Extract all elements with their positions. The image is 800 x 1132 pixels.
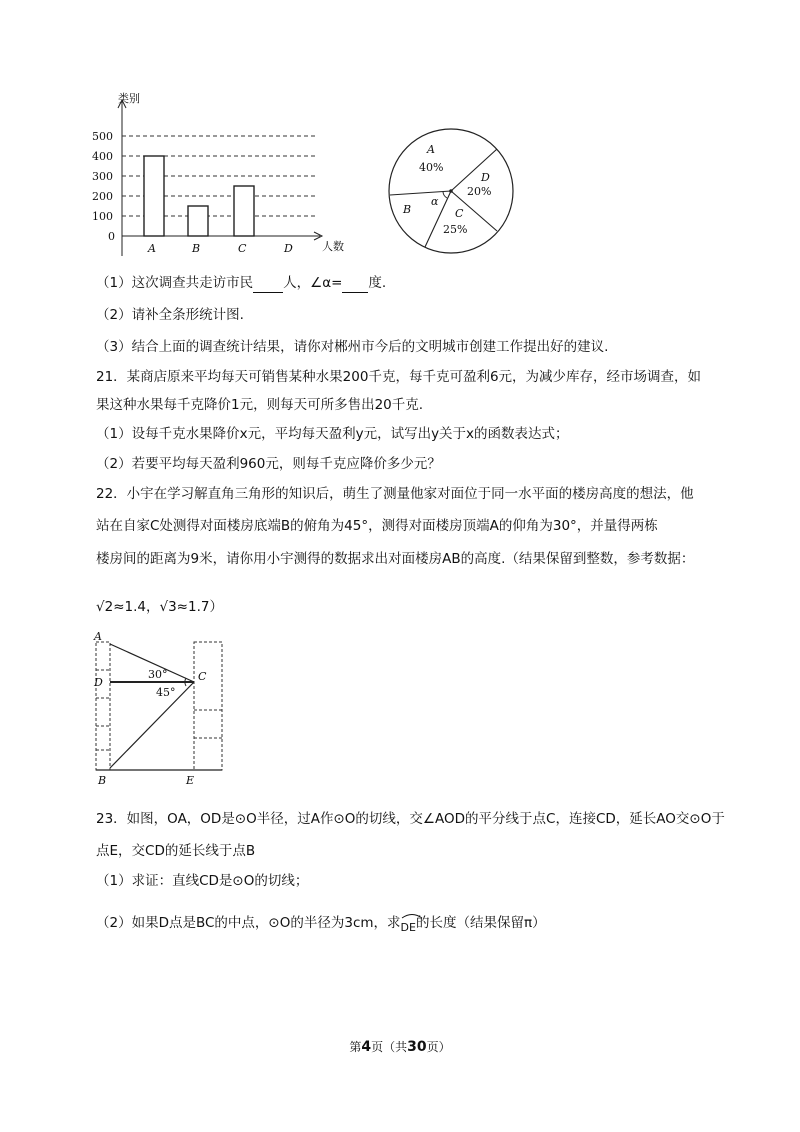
ytick-200: 200 [92,190,113,203]
q21-line1: 21．某商店原来平均每天可销售某种水果200千克，每千克可盈利6元，为减少库存，经市场调查，如 [96,369,702,385]
q22-line4: √2≈1.4，√3≈1.7） [96,599,223,615]
q22-line3: 楼房间的距离为9米，请你用小宇测得的数据求出对面楼房AB的高度.（结果保留到整数，参考数据： [96,551,695,567]
point-A: A [94,630,102,643]
ytick-100: 100 [92,210,113,223]
pie-label-C-pct: 25% [443,223,468,236]
bar-A [144,156,164,236]
ytick-500: 500 [92,130,113,143]
pie-chart-figure [385,125,525,265]
building-figure [90,630,240,790]
angle-45-label: 45° [156,686,176,699]
q23-line1: 23．如图，OA，OD是⊙O半径，过A作⊙O的切线，交∠AOD的平分线于点C，连接CD，延长AO交⊙O于 [96,811,725,827]
bar-B [188,206,208,236]
category-B: B [192,242,201,255]
page-number: 4 [361,1039,372,1055]
q22-line2: 站在自家C处测得对面楼房底端B的俯角为45°，测得对面楼房顶端A的仰角为30°，并量得两栋 [96,518,658,534]
category-D: D [284,242,293,255]
segment-BC [110,682,194,768]
y-axis-label: 类别 [118,92,140,105]
pie-center [449,189,453,193]
blank-alpha [342,274,368,293]
point-D: D [94,676,103,689]
angle-30-label: 30° [148,668,168,681]
pie-label-A-pct: 40% [419,161,444,174]
q20-part3: （3）结合上面的调查统计结果，请你对郴州市今后的文明城市创建工作提出好的建议. [96,339,609,355]
q21-line3: （1）设每千克水果降价x元，平均每天盈利y元，试写出y关于x的函数表达式； [96,426,569,442]
pie-label-alpha: α [431,195,439,208]
building-left [96,642,110,770]
pie-label-D-pct: 20% [467,185,492,198]
ytick-0: 0 [108,230,115,243]
q23-line4: （2）如果D点是BC的中点，⊙O的半径为3cm，求 DE的长度（结果保留π） [96,914,546,933]
ytick-300: 300 [92,170,113,183]
arc-DE: DE [401,919,416,937]
page-footer: 第4页（共30页） [349,1039,451,1055]
x-axis-label: 人数 [322,240,344,253]
point-E: E [186,774,195,787]
q21-line4: （2）若要平均每天盈利960元，则每千克应降价多少元？ [96,456,441,472]
pie-label-B: B [403,203,412,216]
building-right [194,642,222,770]
point-B: B [98,774,107,787]
q20-part1: （1）这次调查共走访市民 人，∠α= 度. [96,275,387,291]
pie-label-C: C [455,207,464,220]
q23-line3: （1）求证：直线CD是⊙O的切线； [96,873,309,889]
q21-line2: 果这种水果每千克降价1元，则每天可所多售出20千克. [96,397,424,413]
q22-line1: 22．小宇在学习解直角三角形的知识后，萌生了测量他家对面位于同一水平面的楼房高度的想法，他 [96,486,694,502]
pie-label-D: D [481,171,490,184]
q20-part2: （2）请补全条形统计图. [96,307,244,323]
ytick-400: 400 [92,150,113,163]
category-A: A [148,242,156,255]
bar-chart-figure [88,88,358,260]
category-C: C [238,242,247,255]
q23-line2: 点E，交CD的延长线于点B [96,843,256,859]
blank-total [253,274,283,293]
page-total: 30 [407,1039,427,1055]
bar-C [234,186,254,236]
point-C: C [198,670,207,683]
pie-label-A: A [427,143,435,156]
